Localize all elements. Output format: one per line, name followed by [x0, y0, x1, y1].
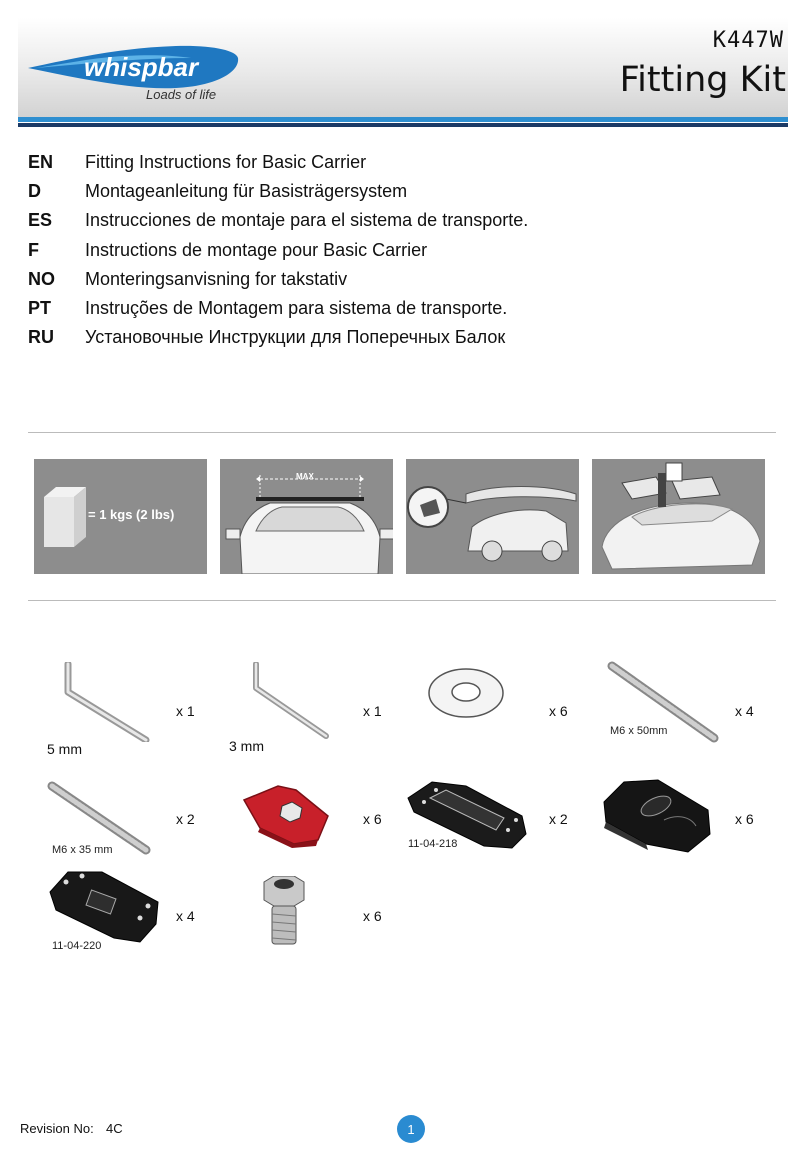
- part-size-label: 3 mm: [229, 738, 264, 754]
- section-divider: [28, 600, 776, 601]
- roof-load-panel: [592, 459, 765, 574]
- hex-key-icon: [46, 662, 156, 742]
- language-code: EN: [28, 152, 54, 173]
- revision-label: Revision No:: [20, 1121, 94, 1136]
- language-title: Instruções de Montagem para sistema de transporte.: [85, 298, 508, 319]
- language-code: PT: [28, 298, 52, 319]
- header: [0, 0, 808, 138]
- part-quantity: x 6: [549, 703, 568, 719]
- language-title: Fitting Instructions for Basic Carrier: [85, 152, 367, 173]
- max-label: MAX: [296, 472, 314, 481]
- page-title: Fitting Kit: [619, 60, 786, 100]
- part-quantity: x 6: [363, 908, 382, 924]
- weight-label: = 1 kgs (2 lbs): [88, 507, 175, 522]
- max-width-panel: [220, 459, 393, 574]
- part-quantity: x 1: [363, 703, 382, 719]
- language-title: Установочные Инструкции для Поперечных Балок: [85, 327, 506, 348]
- part-quantity: x 4: [176, 908, 195, 924]
- part-quantity: x 6: [735, 811, 754, 827]
- revision-value: 4C: [106, 1121, 123, 1136]
- header-rule-navy: [18, 123, 788, 127]
- page-number: 1: [397, 1115, 425, 1143]
- language-code: ES: [28, 210, 53, 231]
- header-rule-blue: [18, 117, 788, 122]
- part-quantity: x 6: [363, 811, 382, 827]
- hex-key-icon: [240, 662, 335, 742]
- car-load-strap-icon: [406, 459, 579, 574]
- language-row: [28, 265, 528, 294]
- language-code: F: [28, 239, 39, 260]
- part-id-label: 11-04-218: [408, 838, 458, 850]
- part-size-label: 5 mm: [47, 741, 82, 757]
- part-quantity: x 2: [549, 811, 568, 827]
- language-row: [28, 236, 528, 265]
- section-divider: [28, 432, 776, 433]
- foot-cover-icon: [596, 774, 714, 854]
- part-quantity: x 4: [735, 703, 754, 719]
- language-code: D: [28, 181, 41, 202]
- product-code: K447W: [712, 28, 784, 53]
- pad-icon: [44, 866, 162, 948]
- language-code: NO: [28, 268, 55, 289]
- language-list: [28, 148, 528, 352]
- language-title: Instructions de montage pour Basic Carrier: [85, 239, 428, 260]
- svg-text:whispbar: whispbar: [84, 52, 199, 82]
- language-row: [28, 294, 528, 323]
- language-title: Monteringsanvisning for takstativ: [85, 268, 348, 289]
- language-row: [28, 206, 528, 235]
- language-title: Instrucciones de montaje para el sistema de transporte.: [85, 210, 529, 231]
- car-roof-load-icon: [592, 459, 765, 574]
- language-title: Montageanleitung für Basisträgersystem: [85, 181, 408, 202]
- washer-icon: [426, 666, 506, 720]
- part-id-label: 11-04-220: [52, 940, 102, 952]
- part-size-label: M6 x 50mm: [610, 725, 668, 737]
- strap-panel: [406, 459, 579, 574]
- language-row: [28, 148, 528, 177]
- language-code: RU: [28, 327, 54, 348]
- weight-panel: [34, 459, 207, 574]
- clamp-icon: [238, 780, 334, 848]
- part-quantity: x 1: [176, 703, 195, 719]
- language-row: [28, 323, 528, 352]
- tagline: Loads of life: [146, 87, 217, 102]
- part-quantity: x 2: [176, 811, 195, 827]
- language-row: [28, 177, 528, 206]
- part-size-label: M6 x 35 mm: [52, 844, 113, 856]
- hex-nut-icon: [260, 876, 308, 948]
